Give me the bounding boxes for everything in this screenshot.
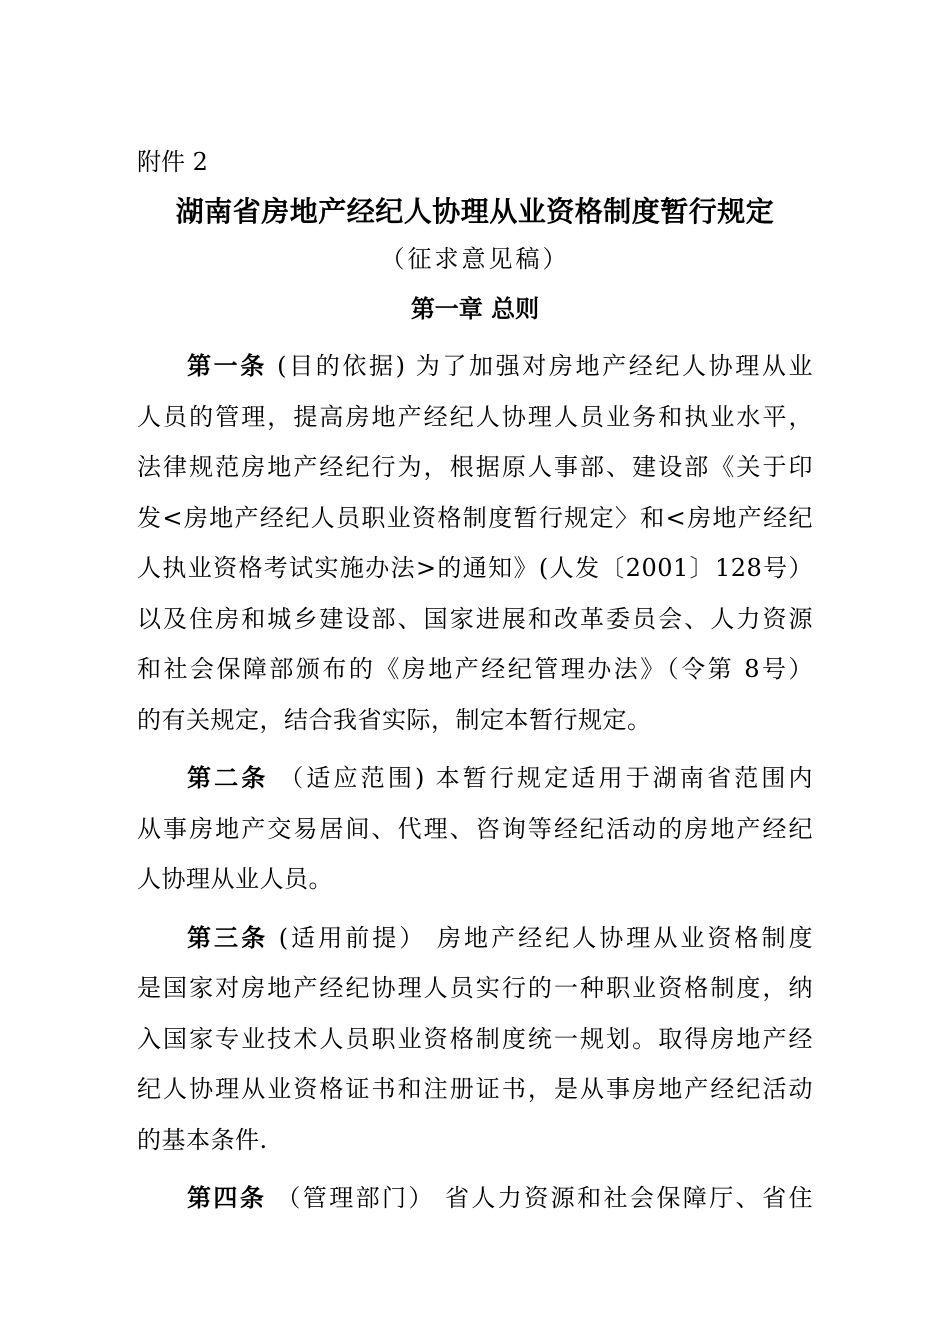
- paragraph-gap: [137, 1165, 813, 1173]
- article-label: 第一条: [187, 352, 267, 380]
- article-line: 发<房地产经纪人员职业资格制度暂行规定〉和<房地产经纪: [137, 503, 813, 532]
- article-3: [137, 913, 813, 1166]
- article-label: 第三条: [187, 923, 269, 952]
- article-line: 人协理从业人员。: [137, 865, 333, 893]
- article-line: 从事房地产交易居间、代理、咨询等经纪活动的房地产经纪: [137, 814, 813, 843]
- article-line: 以及住房和城乡建设部、国家进展和改革委员会、人力资源: [137, 604, 813, 633]
- article-line: 人员的管理，提高房地产经纪人协理人员业务和执业水平，: [137, 402, 813, 431]
- document-subtitle: （征求意见稿）: [380, 245, 570, 273]
- chapter-heading: 第一章 总则: [410, 295, 540, 323]
- article-line: 入国家专业技术人员职业资格制度统一规划。取得房地产经: [137, 1024, 813, 1053]
- article-text: （适应范围) 本暂行规定适用于湖南省范围内: [268, 764, 814, 792]
- article-text: (目的依据) 为了加强对房地产经纪人协理从业: [266, 352, 814, 380]
- article-line: 纪人协理从业资格证书和注册证书，是从事房地产经纪活动: [137, 1075, 813, 1103]
- article-text: (适用前提） 房地产经纪人协理从业资格制度: [268, 923, 813, 952]
- article-line: [137, 341, 813, 392]
- document-title: 湖南省房地产经纪人协理从业资格制度暂行规定: [175, 195, 775, 228]
- article-line: [137, 1173, 813, 1224]
- paragraph-gap: [137, 905, 813, 913]
- attachment-label: 附件 2: [137, 148, 208, 176]
- article-label: 第二条: [187, 764, 269, 792]
- article-text: （管理部门） 省人力资源和社会保障厅、省住: [266, 1184, 813, 1212]
- article-line: 人执业资格考试实施办法>的通知》(人发〔2001〕128号）: [137, 554, 813, 582]
- article-line: 的有关规定，结合我省实际，制定本暂行规定。: [137, 705, 652, 734]
- article-line: 是国家对房地产经纪协理人员实行的一种职业资格制度，纳: [137, 974, 813, 1002]
- article-line: 法律规范房地产经纪行为，根据原人事部、建设部《关于印: [137, 453, 813, 481]
- document-body: [137, 341, 813, 1224]
- paragraph-gap: [137, 745, 813, 753]
- article-label: 第四条: [187, 1184, 267, 1212]
- article-line: [137, 753, 813, 804]
- article-2: [137, 753, 813, 905]
- article-4: [137, 1173, 813, 1224]
- article-1: [137, 341, 813, 745]
- article-line: [137, 913, 813, 964]
- article-line: 的基本条件.: [137, 1125, 268, 1154]
- article-line: 和社会保障部颁布的《房地产经纪管理办法》（令第 8号）: [137, 655, 813, 683]
